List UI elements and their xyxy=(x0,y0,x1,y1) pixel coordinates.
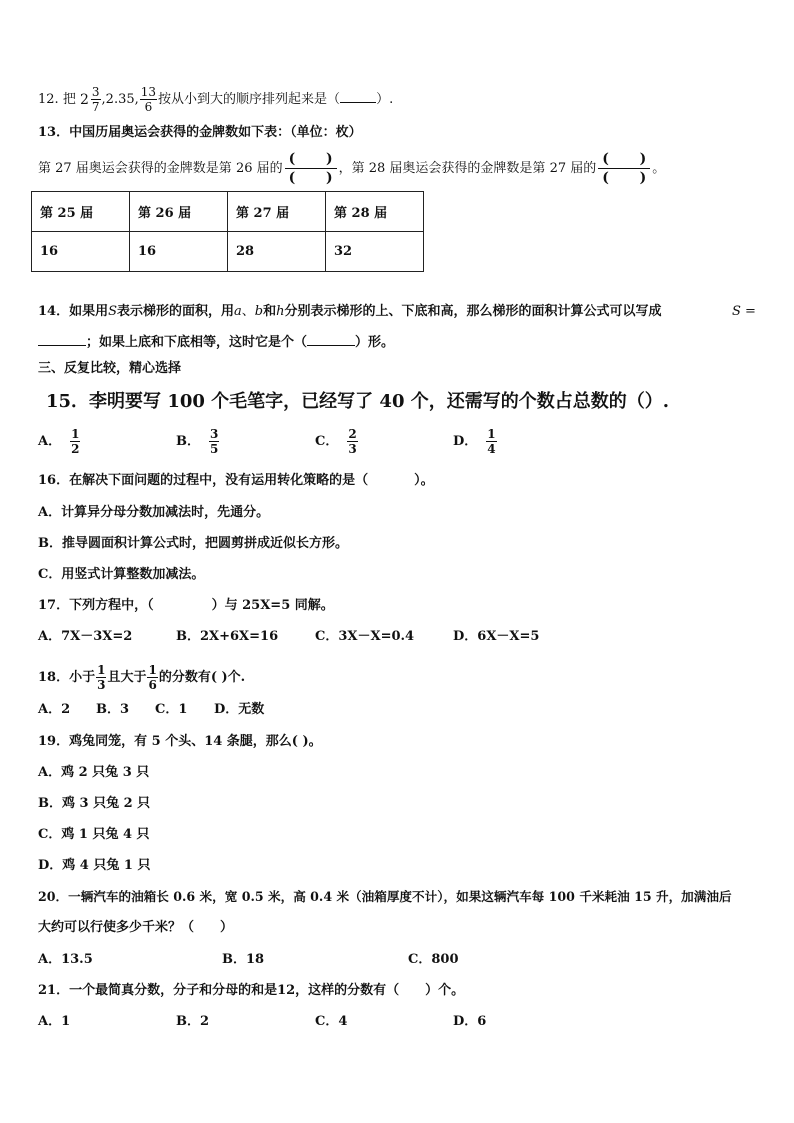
option-label: C． xyxy=(315,434,339,449)
q17-option-b[interactable]: B．2X+6X=16 xyxy=(176,629,279,644)
question-20-line-2: 大约可以行使多少千米？（ ） xyxy=(38,920,234,935)
option-label: D． xyxy=(453,434,478,449)
q13-answer-1-numerator[interactable] xyxy=(285,152,337,169)
question-14-line-2 xyxy=(38,333,394,352)
numerator: 1 xyxy=(97,663,106,677)
q12-answer-blank[interactable] xyxy=(340,90,376,103)
question-20-line-1: 20．一辆汽车的油箱长 0.6 米，宽 0.5 米，高 0.4 米（油箱厚度不计），如果这辆汽车每 100 千米耗油 15 升，加满油后 xyxy=(38,889,732,904)
q14-text: ）形。 xyxy=(355,335,395,350)
q15-option-c[interactable] xyxy=(315,428,359,455)
q21-option-c[interactable]: C．4 xyxy=(315,1014,348,1029)
q17-stem-b: ）与 25X=5 同解。 xyxy=(211,598,334,613)
q20-option-c[interactable]: C．800 xyxy=(408,952,459,967)
q17-stem-a: 17．下列方程中，（ xyxy=(38,598,154,613)
denominator: 6 xyxy=(148,678,157,692)
paren-right: ) xyxy=(639,151,647,167)
q18-fraction-1 xyxy=(96,664,106,691)
q12-mixed-fraction xyxy=(91,86,101,113)
table-header-cell: 第 26 届 xyxy=(130,192,228,232)
q14-formula-start xyxy=(732,303,756,321)
paren-left: ( xyxy=(602,170,609,186)
q14-text: 14．如果用 xyxy=(38,304,109,319)
q21-option-d[interactable]: D．6 xyxy=(453,1014,487,1029)
q17-option-d[interactable]: D．6X－X=5 xyxy=(453,629,540,644)
q14-sep: 、 xyxy=(241,304,255,319)
table-header-row xyxy=(32,192,424,232)
q18-post: 的分数有( )个. xyxy=(158,670,246,685)
option-fraction xyxy=(70,428,80,455)
option-fraction xyxy=(486,428,496,455)
question-14-line-1 xyxy=(38,303,662,321)
table-cell: 16 xyxy=(32,232,130,272)
paren-right: ) xyxy=(326,170,333,186)
numerator: 2 xyxy=(348,427,357,441)
q17-option-a[interactable]: A．7X－3X=2 xyxy=(38,629,133,644)
q12-mixed-denominator: 7 xyxy=(91,100,100,114)
q14-text: 和 xyxy=(263,304,277,319)
q15-option-a[interactable] xyxy=(38,428,81,455)
q19-option-b[interactable]: B．鸡 3 只兔 2 只 xyxy=(38,796,151,811)
q21-option-b[interactable]: B．2 xyxy=(176,1014,210,1029)
q17-option-c[interactable]: C．3X－X=0.4 xyxy=(315,629,415,644)
q20-option-a[interactable]: A．13.5 xyxy=(38,952,93,967)
q12-denominator: 6 xyxy=(144,100,153,114)
q15-option-b[interactable] xyxy=(176,428,220,455)
q20-option-b[interactable]: B．18 xyxy=(222,952,265,967)
q12-pre: 把 xyxy=(62,92,76,107)
q16-option-b[interactable]: B．推导圆面积计算公式时，把圆剪拼成近似长方形。 xyxy=(38,536,348,551)
denominator: 4 xyxy=(487,442,496,456)
q13-s3: 。 xyxy=(652,161,666,176)
q18-option-c[interactable]: C．1 xyxy=(155,702,188,717)
question-17-stem xyxy=(38,597,334,615)
q18-option-a[interactable]: A．2 xyxy=(38,702,71,717)
medal-table xyxy=(31,191,424,272)
q14-formula-blank[interactable] xyxy=(38,333,86,346)
denominator: 2 xyxy=(71,442,80,456)
q14-equals: = xyxy=(745,304,756,319)
question-13-sentence xyxy=(38,152,665,185)
question-16-stem xyxy=(38,472,434,490)
option-fraction xyxy=(347,428,357,455)
q14-var-b: b xyxy=(254,304,264,319)
q13-answer-fraction-2[interactable] xyxy=(598,152,650,185)
question-12 xyxy=(38,86,393,113)
q14-shape-blank[interactable] xyxy=(307,333,355,346)
q14-var-a: a xyxy=(234,304,242,319)
paren-left: ( xyxy=(288,170,296,186)
question-18-stem xyxy=(38,664,245,691)
q13-answer-2-denominator[interactable] xyxy=(598,169,650,185)
numerator: 1 xyxy=(148,663,157,677)
q13-answer-2-numerator[interactable] xyxy=(598,152,650,169)
denominator: 3 xyxy=(348,442,357,456)
table-header-cell: 第 25 届 xyxy=(32,192,130,232)
option-fraction xyxy=(209,428,219,455)
table-header-cell: 第 27 届 xyxy=(228,192,326,232)
paren-left: ( xyxy=(288,151,296,167)
paren-right: ) xyxy=(639,170,647,186)
q19-option-a[interactable]: A．鸡 2 只兔 3 只 xyxy=(38,765,150,780)
q18-option-b[interactable]: B．3 xyxy=(96,702,130,717)
q12-mixed-whole: 2 xyxy=(79,91,89,108)
q13-answer-1-denominator[interactable] xyxy=(285,169,337,185)
denominator: 5 xyxy=(210,442,219,456)
q18-pre: 18．小于 xyxy=(38,670,96,685)
q16-option-c[interactable]: C．用竖式计算整数加减法。 xyxy=(38,567,205,582)
question-15-stem: 15．李明要写 100 个毛笔字，已经写了 40 个，还需写的个数占总数的（）. xyxy=(46,391,670,412)
q12-number: 12. xyxy=(38,92,59,107)
option-label: A． xyxy=(38,434,62,449)
q16-option-a[interactable]: A．计算异分母分数加减法时，先通分。 xyxy=(38,505,270,520)
q16-stem-a: 16．在解决下面问题的过程中，没有运用转化策略的是（ xyxy=(38,473,369,488)
section-three-heading: 三、反复比较，精心选择 xyxy=(38,361,182,376)
q18-mid: 且大于 xyxy=(107,670,147,685)
table-row xyxy=(32,232,424,272)
q13-s2: ，第 28 届奥运会获得的金牌数是第 27 届的 xyxy=(338,161,597,176)
q14-text: 表示梯形的面积，用 xyxy=(117,304,235,319)
q13-answer-fraction-1[interactable] xyxy=(285,152,337,185)
table-cell: 28 xyxy=(228,232,326,272)
table-cell: 32 xyxy=(326,232,424,272)
q12-mixed-numerator: 3 xyxy=(91,85,100,99)
q21-option-a[interactable]: A．1 xyxy=(38,1014,71,1029)
q16-stem-b: ）。 xyxy=(414,473,434,488)
paren-left: ( xyxy=(602,151,609,167)
numerator: 3 xyxy=(210,427,219,441)
q13-s1: 第 27 届奥运会获得的金牌数是第 26 届的 xyxy=(38,161,283,176)
table-cell: 16 xyxy=(130,232,228,272)
q14-var-h: h xyxy=(276,304,285,319)
numerator: 1 xyxy=(487,427,496,441)
q15-option-d[interactable] xyxy=(453,428,498,455)
q19-option-c[interactable]: C．鸡 1 只兔 4 只 xyxy=(38,827,150,842)
q14-var-S: S xyxy=(732,304,741,319)
q18-option-d[interactable]: D．无数 xyxy=(214,702,265,717)
q12-numerator: 13 xyxy=(140,85,157,99)
q12-mixed-number xyxy=(80,86,102,113)
denominator: 3 xyxy=(97,678,106,692)
question-21-stem: 21．一个最简真分数，分子和分母的和是12，这样的分数有（ ）个。 xyxy=(38,983,465,998)
question-13-title: 13．中国历届奥运会获得的金牌数如下表：（单位：枚） xyxy=(38,125,362,140)
q12-mid: ,2.35, xyxy=(101,92,139,107)
q12-post: 按从小到大的顺序排列起来是（ xyxy=(158,92,341,107)
table-header-cell: 第 28 届 xyxy=(326,192,424,232)
q19-option-d[interactable]: D．鸡 4 只兔 1 只 xyxy=(38,858,151,873)
question-19-stem: 19．鸡兔同笼，有 5 个头、14 条腿，那么( )。 xyxy=(38,734,322,749)
q14-text: ；如果上底和下底相等，这时它是个（ xyxy=(86,335,308,350)
q14-text: 分别表示梯形的上、下底和高，那么梯形的面积计算公式可以写成 xyxy=(284,304,662,319)
q14-var-S: S xyxy=(108,304,117,319)
q12-end: ）. xyxy=(376,92,394,107)
option-label: B． xyxy=(176,434,200,449)
q12-fraction xyxy=(140,86,157,113)
q18-fraction-2 xyxy=(147,664,157,691)
paren-right: ) xyxy=(326,151,333,167)
numerator: 1 xyxy=(71,427,80,441)
